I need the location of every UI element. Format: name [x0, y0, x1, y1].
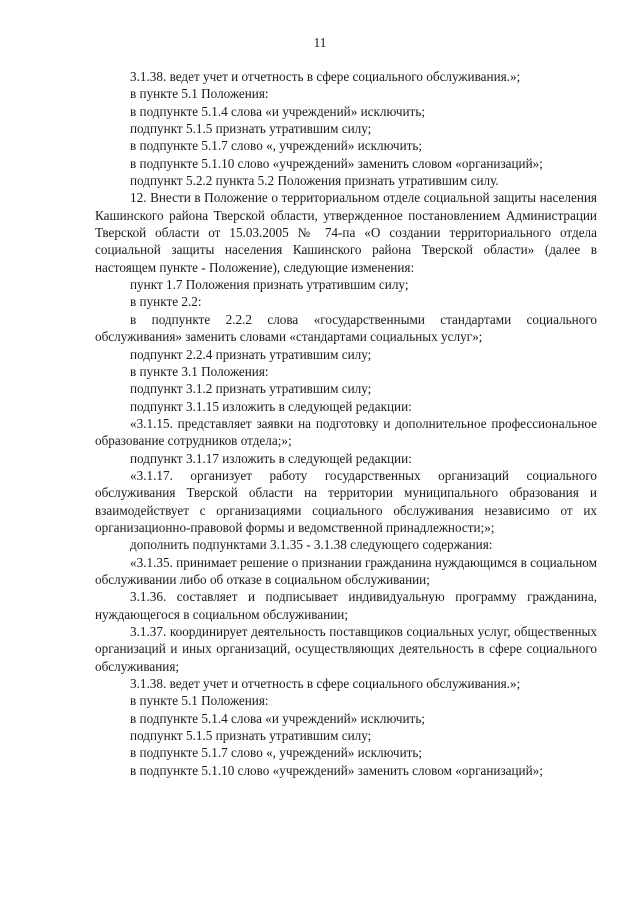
paragraph: в пункте 5.1 Положения:	[130, 693, 269, 709]
paragraph: подпункт 3.1.15 изложить в следующей редакции:	[130, 398, 412, 414]
paragraph: 3.1.37. координирует деятельность поставщиков социальных услуг, общественных организаций и иных организаций, осуществляющих деятельность в сфере социального обслуживания;	[95, 624, 597, 674]
paragraph: в подпункте 5.1.7 слово «, учреждений» исключить;	[130, 138, 423, 154]
paragraph: 3.1.36. составляет и подписывает индивидуальную программу гражданина, нуждающегося в социальном обслуживании;	[95, 589, 597, 622]
paragraph: в подпункте 5.1.4 слова «и учреждений» исключить;	[130, 710, 425, 726]
paragraph: «3.1.35. принимает решение о признании гражданина нуждающимся в социальном обслуживании либо об отказе в социальном обслуживании;	[95, 554, 597, 587]
paragraph: в пункте 2.2:	[130, 294, 202, 310]
page-number: 11	[313, 35, 327, 50]
document-body	[95, 68, 597, 779]
paragraph: дополнить подпунктами 3.1.35 - 3.1.38 следующего содержания:	[130, 537, 493, 553]
paragraph: «3.1.17. организует работу государственных организаций социального обслуживания Тверской области на территории муниципального образования и взаимодействует с организациями социального обслуживания независимо от их организационно-правовой формы и ведомственной принадлежности;»;	[95, 467, 597, 535]
paragraph: подпункт 2.2.4 признать утратившим силу;	[130, 346, 372, 362]
paragraph: в пункте 3.1 Положения:	[130, 363, 269, 379]
paragraph: «3.1.15. представляет заявки на подготовку и дополнительное профессиональное образование сотрудников отдела;»;	[95, 415, 597, 449]
paragraph: в подпункте 5.1.10 слово «учреждений» заменить словом «организаций»;	[130, 155, 543, 171]
paragraph: подпункт 5.2.2 пункта 5.2 Положения признать утратившим силу.	[130, 173, 499, 189]
paragraph: в подпункте 5.1.10 слово «учреждений» заменить словом «организаций»;	[130, 762, 543, 778]
paragraph: в подпункте 5.1.4 слова «и учреждений» исключить;	[130, 103, 425, 119]
paragraph: 3.1.38. ведет учет и отчетность в сфере социального обслуживания.»;	[130, 676, 521, 692]
paragraph: подпункт 5.1.5 признать утратившим силу;	[130, 121, 372, 137]
paragraph: 3.1.38. ведет учет и отчетность в сфере социального обслуживания.»;	[130, 69, 521, 84]
paragraph: подпункт 5.1.5 признать утратившим силу;	[130, 728, 372, 744]
paragraph: 12. Внести в Положение о территориальном отделе социальной защиты населения Кашинского района Тверской области, утвержденное постановлением Администрации Тверской области от 15.03.2005 № 74-па «О создании территориального отдела социальной защиты населения Кашинского района Тверской области» (далее в настоящем пункте - Положение), следующие изменения:	[95, 190, 597, 275]
paragraph: в пункте 5.1 Положения:	[130, 86, 269, 102]
paragraph: в подпункте 2.2.2 слова «государственными стандартами социального обслуживания» заменить словами «стандартами социальных услуг»;	[95, 311, 597, 345]
paragraph: в подпункте 5.1.7 слово «, учреждений» исключить;	[130, 745, 423, 761]
paragraph: подпункт 3.1.17 изложить в следующей редакции:	[130, 450, 412, 466]
paragraph: подпункт 3.1.2 признать утратившим силу;	[130, 381, 372, 397]
paragraph: пункт 1.7 Положения признать утратившим силу;	[130, 277, 409, 293]
